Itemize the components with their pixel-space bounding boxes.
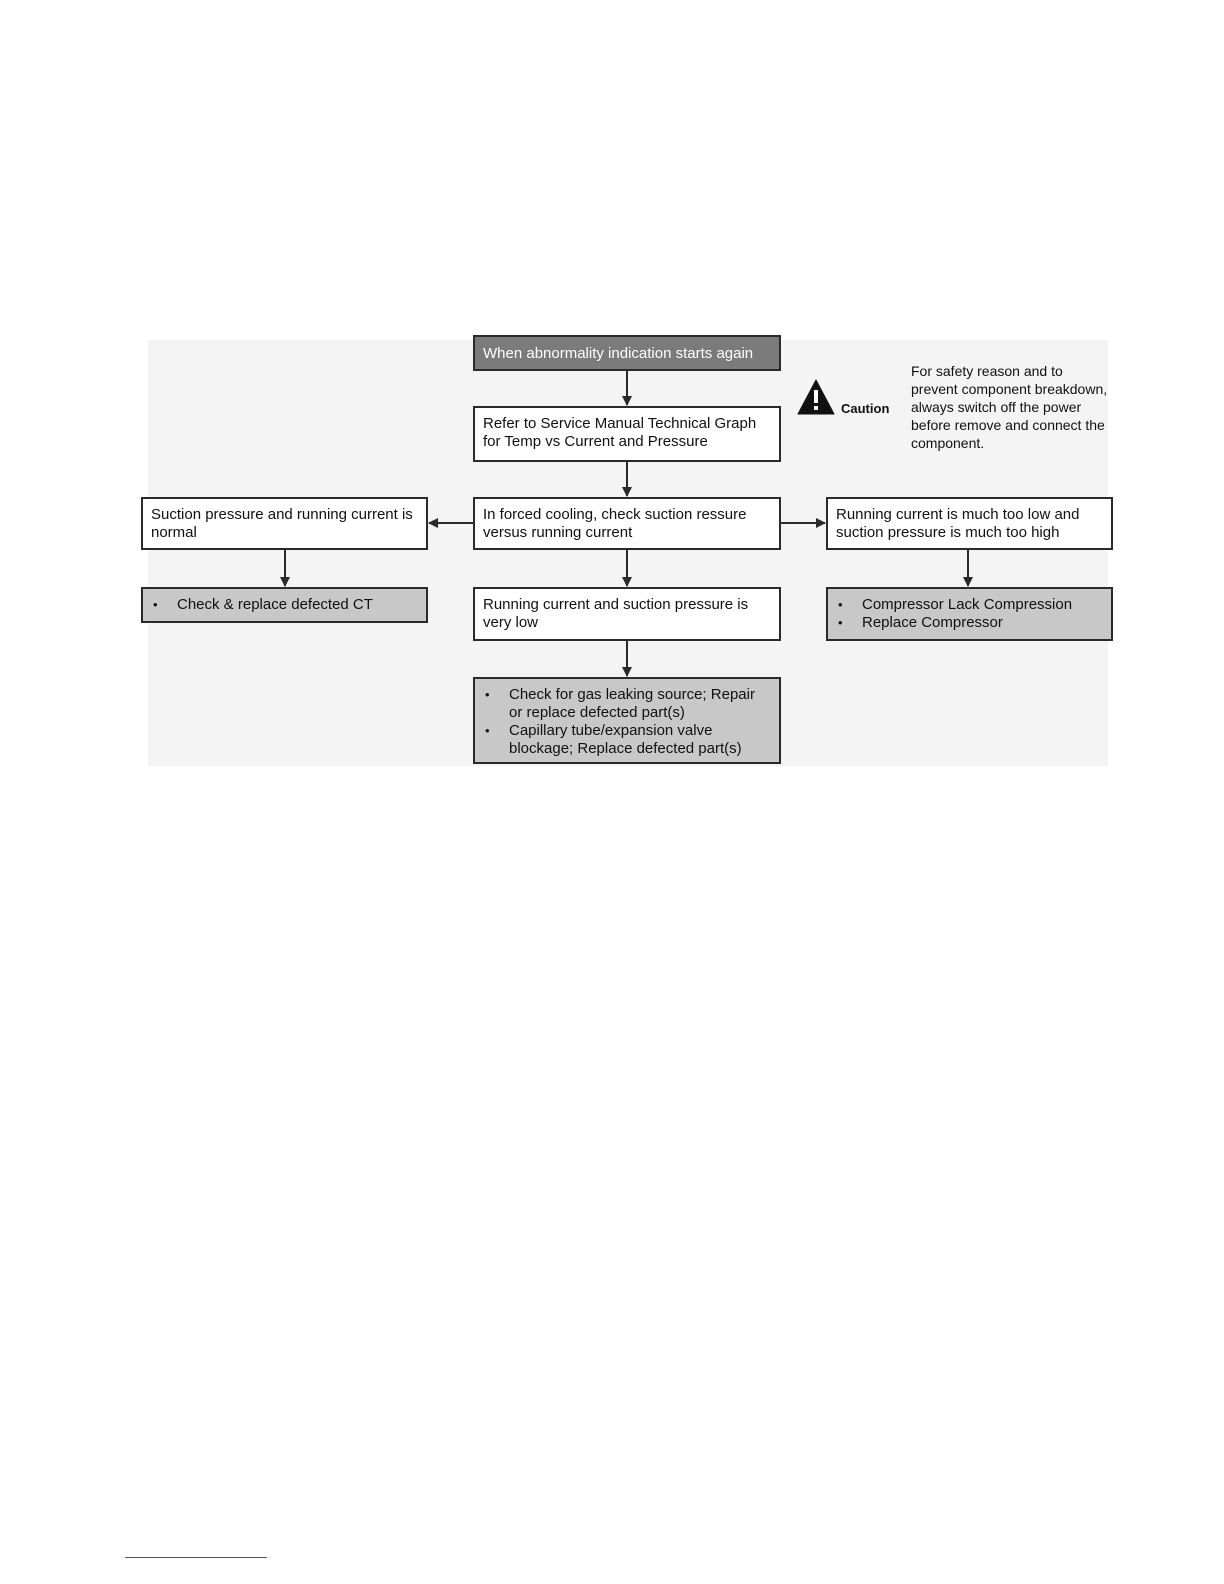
right-action-item: • Replace Compressor <box>836 614 1103 632</box>
middle-action-item: • Check for gas leaking source; Repair or replace defected part(s) <box>483 686 771 722</box>
right-action-item: • Compressor Lack Compression <box>836 596 1103 614</box>
caution-label: Caution <box>841 401 890 416</box>
check-box: In forced cooling, check suction ressure versus running current <box>473 497 781 550</box>
left-action-box <box>141 587 428 623</box>
left-action-item: • Check & replace defected CT <box>151 596 418 614</box>
caution-text: For safety reason and to prevent component breakdown, always switch off the power before remove and connect the component. <box>911 363 1108 451</box>
middle-action-box <box>473 677 781 764</box>
warning-triangle-icon <box>797 379 835 415</box>
refer-box: Refer to Service Manual Technical Graph for Temp vs Current and Pressure <box>473 406 781 462</box>
right-action-box <box>826 587 1113 641</box>
footnote-rule <box>125 1557 267 1558</box>
middle-action-item: • Capillary tube/expansion valve blockage; Replace defected part(s) <box>483 722 771 758</box>
right-condition-box: Running current is much too low and suction pressure is much too high <box>826 497 1113 550</box>
middle-condition-box: Running current and suction pressure is very low <box>473 587 781 641</box>
start-box: When abnormality indication starts again <box>473 335 781 371</box>
left-condition-box: Suction pressure and running current is normal <box>141 497 428 550</box>
